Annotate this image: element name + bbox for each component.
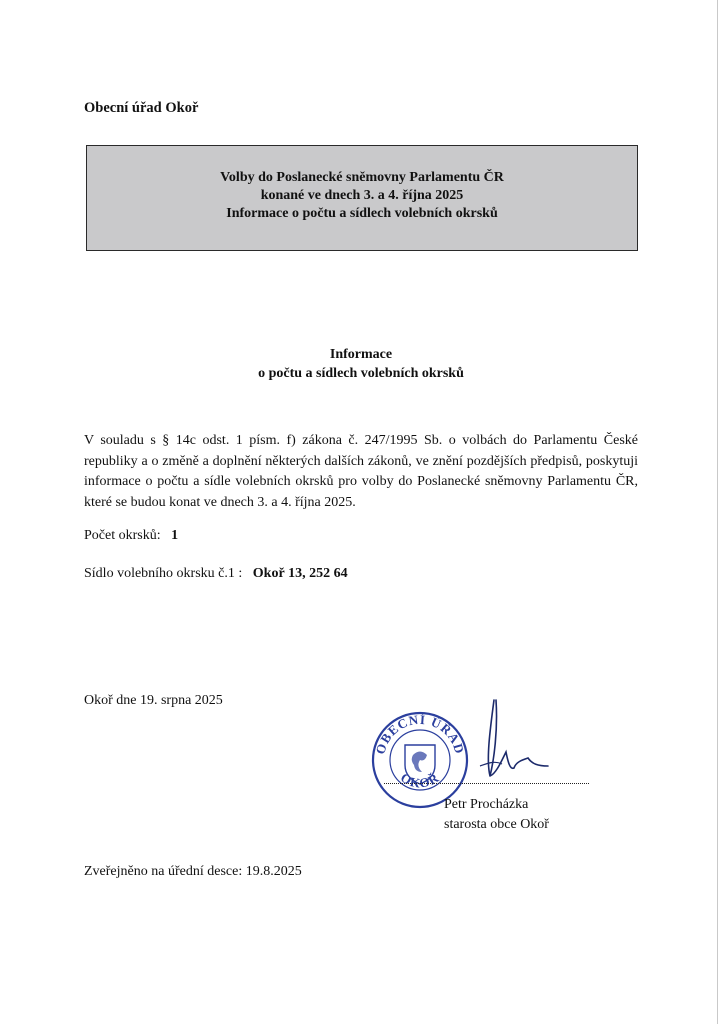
stamp-bottom-text: OKOŘ: [398, 769, 442, 791]
place-date: Okoř dne 19. srpna 2025: [84, 693, 223, 708]
header-box: [86, 145, 638, 251]
signer-block: [444, 795, 549, 835]
signature-line: [384, 783, 589, 784]
title-line-1: Informace: [329, 347, 393, 362]
stamp-top-text: OBECNÍ ÚŘAD: [372, 711, 468, 756]
scan-edge-line: [717, 0, 718, 1024]
signer-role: starosta obce Okoř: [444, 817, 549, 832]
district-seat-value: Okoř 13, 252 64: [252, 566, 348, 581]
body-paragraph: V souladu s § 14c odst. 1 písm. f) zákona č. 247/1995 Sb. o volbách do Parlamentu České republiky a o změně a doplnění některých dalších zákonů, ve znění pozdějších předpisů, poskytuji informace o počtu a sídle volebních okrsků pro volby do Poslanecké sněmovny Parlamentu ČR, které se budou konat ve dnech 3. a 4. října 2025.: [84, 433, 638, 510]
district-seat-label: Sídlo volebního okrsku č.1 :: [84, 566, 243, 581]
district-seat-row: [84, 566, 348, 582]
office-name: Obecní úřad Okoř: [84, 100, 199, 116]
district-count-value: 1: [171, 528, 179, 543]
svg-text:OBECNÍ ÚŘAD: [372, 712, 467, 756]
published-date: Zveřejněno na úřední desce: 19.8.2025: [84, 864, 302, 879]
signer-name: Petr Procházka: [444, 797, 529, 812]
district-count-row: [84, 528, 178, 544]
header-line-3: Informace o počtu a sídlech volebních okrsků: [226, 206, 498, 221]
header-line-2: konané ve dnech 3. a 4. října 2025: [260, 188, 464, 203]
svg-text:OKOŘ: [398, 770, 442, 791]
document-title: [0, 345, 722, 383]
district-count-label: Počet okrsků:: [84, 528, 161, 543]
title-line-2: o počtu a sídlech volebních okrsků: [258, 366, 464, 381]
signature: [472, 690, 552, 790]
header-line-1: Volby do Poslanecké sněmovny Parlamentu ČR: [220, 170, 504, 185]
